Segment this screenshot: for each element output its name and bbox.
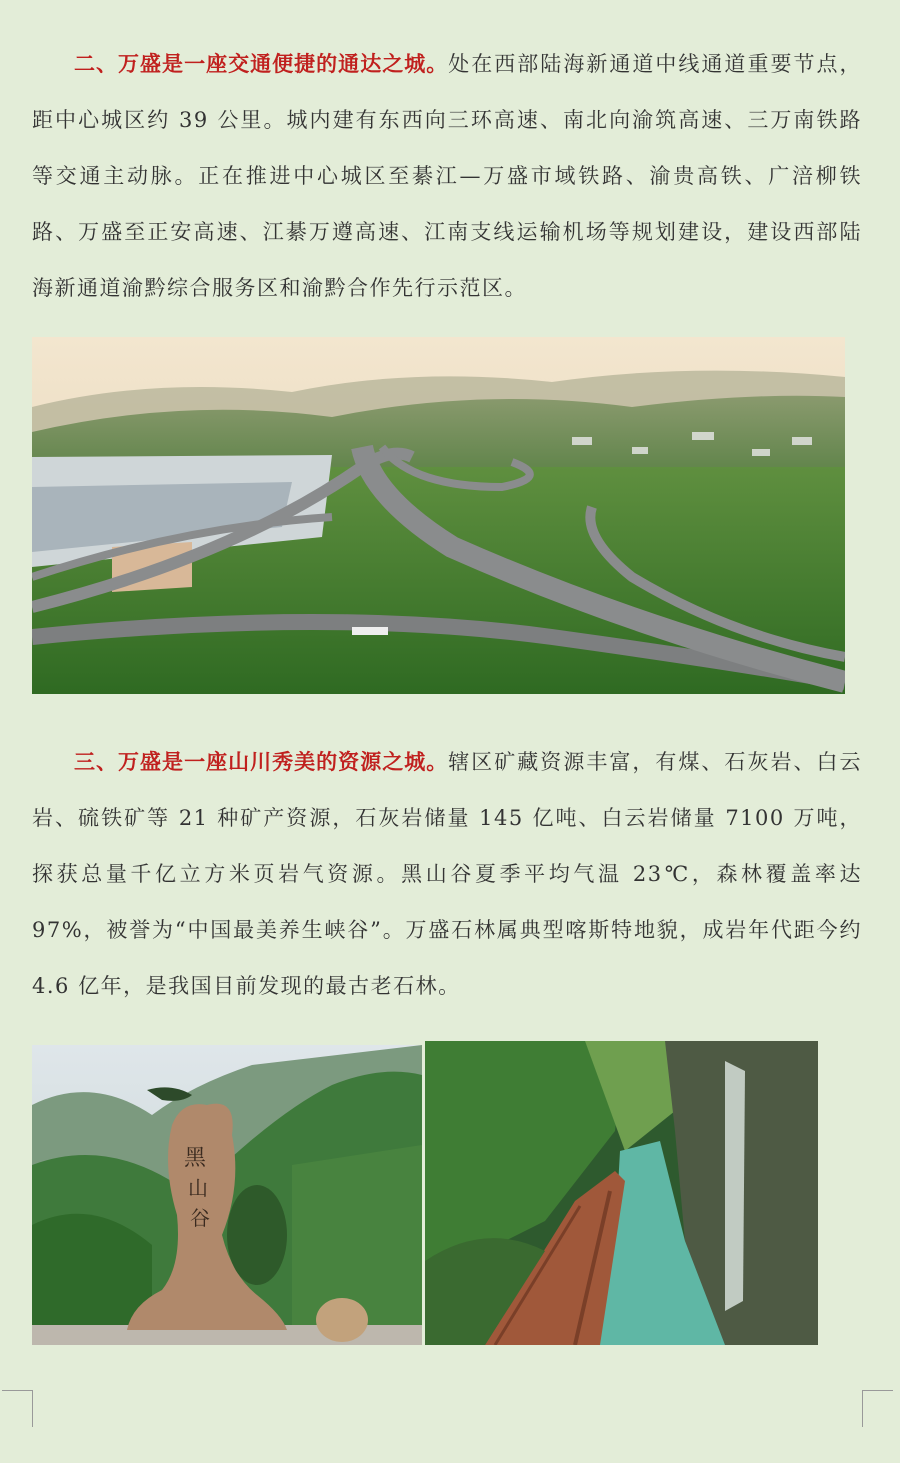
highway-interchange-photo — [32, 337, 845, 694]
rock-engraving-char-2: 山 — [188, 1176, 208, 1200]
section3-heading: 三、万盛是一座山川秀美的资源之城。 — [74, 750, 449, 774]
section3-body: 辖区矿藏资源丰富，有煤、石灰岩、白云岩、硫铁矿等 21 种矿产资源，石灰岩储量 145 亿吨、白云岩储量 7100 万吨，探获总量千亿立方米页岩气资源。黑山谷夏季平均气温 23℃，森林覆盖率达 97%，被誉为“中国最美养生峡谷”。万盛石林属典型喀斯特地貌，成岩年代距今约 4.6 亿年，是我国目前发现的最古老石林。 — [32, 750, 862, 998]
page-corner-mark-right — [862, 1390, 893, 1427]
heishangu-rock-photo — [32, 1045, 422, 1345]
section3-paragraph — [32, 734, 862, 1014]
section2-paragraph — [32, 36, 862, 316]
rock-engraving-char-3: 谷 — [190, 1206, 210, 1230]
rock-engraving-char-1: 黑 — [184, 1146, 207, 1171]
section2-body: 处在西部陆海新通道中线通道重要节点，距中心城区约 39 公里。城内建有东西向三环高速、南北向渝筑高速、三万南铁路等交通主动脉。正在推进中心城区至綦江—万盛市域铁路、渝贵高铁、广涪柳铁路、万盛至正安高速、江綦万遵高速、江南支线运输机场等规划建设，建设西部陆海新通道渝黔综合服务区和渝黔合作先行示范区。 — [32, 52, 862, 300]
gorge-boardwalk-photo — [425, 1041, 818, 1345]
page-corner-mark-left — [2, 1390, 33, 1427]
section2-heading: 二、万盛是一座交通便捷的通达之城。 — [74, 52, 449, 76]
